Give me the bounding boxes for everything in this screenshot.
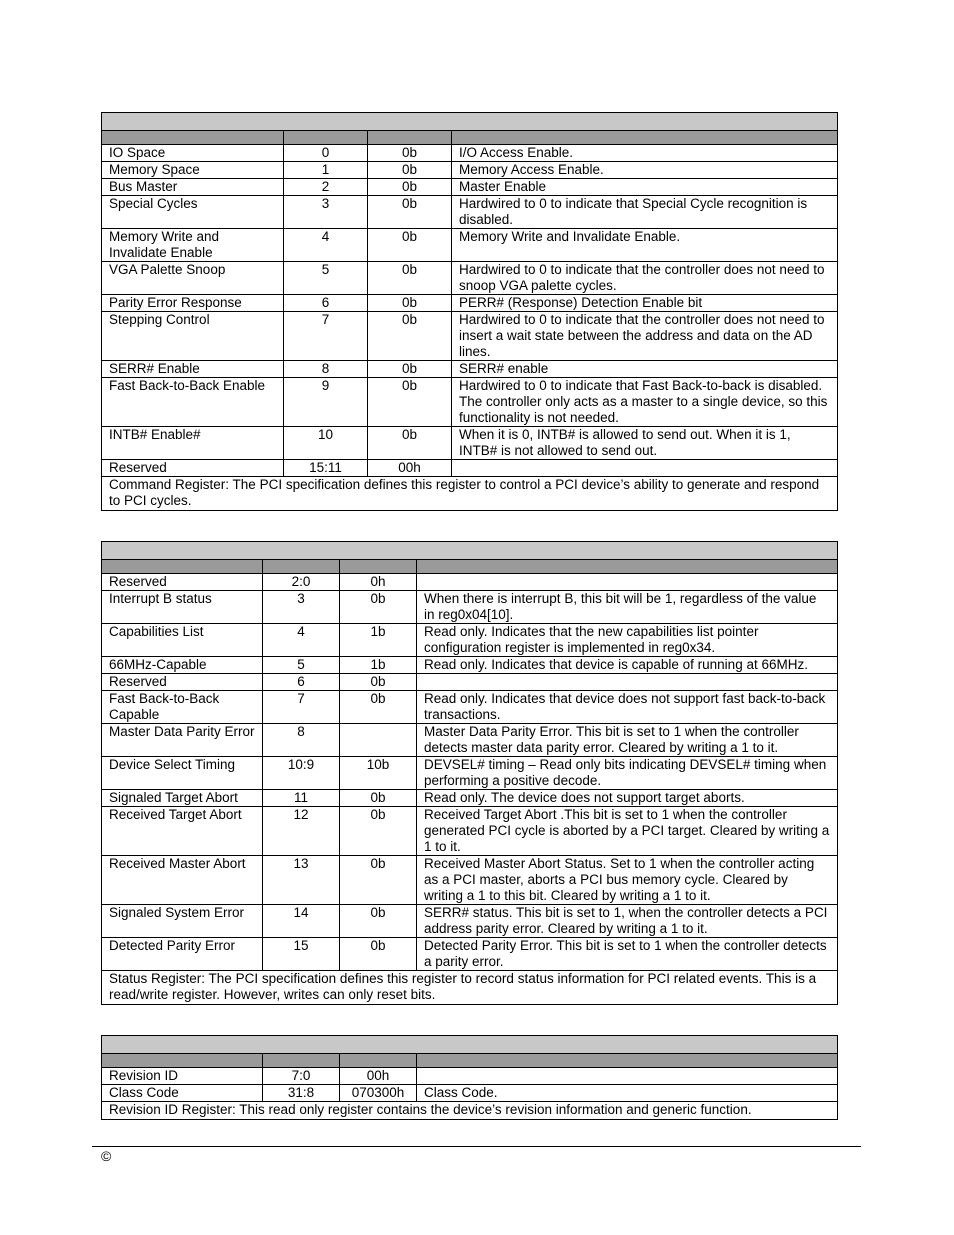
- default-value-cell: 0b: [340, 691, 417, 724]
- field-name-cell: Signaled Target Abort: [102, 790, 263, 807]
- field-name-cell: Fast Back-to-Back Capable: [102, 691, 263, 724]
- table-note: Status Register: The PCI specification defines this register to record status information for PCI related events. This is a read/write register. However, writes can only reset bits.: [102, 971, 838, 1005]
- table-row: [102, 938, 838, 971]
- description-cell: Hardwired to 0 to indicate that the controller does not need to snoop VGA palette cycles.: [452, 262, 838, 295]
- bit-cell: 9: [284, 378, 368, 427]
- description-cell: Memory Access Enable.: [452, 162, 838, 179]
- table-row: [102, 574, 838, 591]
- field-name-cell: Signaled System Error: [102, 905, 263, 938]
- command-register-table: [101, 112, 838, 511]
- table-header-row: [102, 1054, 838, 1068]
- field-name-cell: INTB# Enable#: [102, 427, 284, 460]
- description-cell: Master Enable: [452, 179, 838, 196]
- bit-cell: 13: [263, 856, 340, 905]
- field-name-cell: Revision ID: [102, 1068, 263, 1085]
- default-value-cell: 0b: [340, 938, 417, 971]
- default-value-cell: 0b: [340, 807, 417, 856]
- bit-cell: 8: [284, 361, 368, 378]
- table-header-row: [102, 131, 838, 145]
- footer-copyright: ©: [101, 1148, 112, 1164]
- bit-cell: 7: [263, 691, 340, 724]
- table-row: [102, 856, 838, 905]
- description-cell: Hardwired to 0 to indicate that Fast Back-to-back is disabled. The controller only acts as a master to a single device, so this functionality is not needed.: [452, 378, 838, 427]
- bit-cell: 7: [284, 312, 368, 361]
- field-name-cell: 66MHz-Capable: [102, 657, 263, 674]
- field-name-cell: Fast Back-to-Back Enable: [102, 378, 284, 427]
- table-title-bar: [102, 113, 838, 131]
- bit-cell: 6: [263, 674, 340, 691]
- field-name-cell: VGA Palette Snoop: [102, 262, 284, 295]
- table-row: [102, 378, 838, 427]
- table-note: Command Register: The PCI specification defines this register to control a PCI device’s ability to generate and respond to PCI cycles.: [102, 477, 838, 511]
- field-name-cell: Memory Space: [102, 162, 284, 179]
- default-value-cell: 0b: [368, 312, 452, 361]
- table-row: [102, 295, 838, 312]
- default-value-cell: 0h: [340, 574, 417, 591]
- description-cell: Read only. The device does not support target aborts.: [417, 790, 838, 807]
- default-value-cell: 00h: [368, 460, 452, 477]
- description-cell: Memory Write and Invalidate Enable.: [452, 229, 838, 262]
- bit-cell: 15: [263, 938, 340, 971]
- field-name-cell: Special Cycles: [102, 196, 284, 229]
- table-note-row: [102, 477, 838, 511]
- field-name-cell: Reserved: [102, 574, 263, 591]
- table-row: [102, 196, 838, 229]
- table-row: [102, 724, 838, 757]
- table-row: [102, 361, 838, 378]
- footer-divider: [92, 1146, 861, 1147]
- description-cell: [417, 574, 838, 591]
- description-cell: PERR# (Response) Detection Enable bit: [452, 295, 838, 312]
- table-row: [102, 790, 838, 807]
- table-row: [102, 262, 838, 295]
- table-note-row: [102, 971, 838, 1005]
- bit-cell: 2:0: [263, 574, 340, 591]
- bit-cell: 4: [263, 624, 340, 657]
- description-cell: DEVSEL# timing – Read only bits indicating DEVSEL# timing when performing a positive decode.: [417, 757, 838, 790]
- table-row: [102, 674, 838, 691]
- table-note-row: [102, 1102, 838, 1120]
- table-row: [102, 657, 838, 674]
- field-name-cell: Capabilities List: [102, 624, 263, 657]
- field-name-cell: Device Select Timing: [102, 757, 263, 790]
- table-row: [102, 427, 838, 460]
- field-name-cell: SERR# Enable: [102, 361, 284, 378]
- table-row: [102, 905, 838, 938]
- default-value-cell: 1b: [340, 657, 417, 674]
- default-value-cell: 0b: [368, 162, 452, 179]
- default-value-cell: 0b: [340, 905, 417, 938]
- default-value-cell: 0b: [368, 295, 452, 312]
- table-row: [102, 1068, 838, 1085]
- default-value-cell: 0b: [368, 262, 452, 295]
- bit-cell: 15:11: [284, 460, 368, 477]
- description-cell: [417, 1068, 838, 1085]
- description-cell: When it is 0, INTB# is allowed to send out. When it is 1, INTB# is not allowed to send out.: [452, 427, 838, 460]
- default-value-cell: 00h: [340, 1068, 417, 1085]
- table-row: [102, 145, 838, 162]
- default-value-cell: 0b: [340, 591, 417, 624]
- bit-cell: 2: [284, 179, 368, 196]
- description-cell: Master Data Parity Error. This bit is set to 1 when the controller detects master data parity error. Cleared by writing a 1 to it.: [417, 724, 838, 757]
- table-note: Revision ID Register: This read only register contains the device’s revision information and generic function.: [102, 1102, 838, 1120]
- bit-cell: 6: [284, 295, 368, 312]
- field-name-cell: Memory Write and Invalidate Enable: [102, 229, 284, 262]
- bit-cell: 1: [284, 162, 368, 179]
- field-name-cell: Received Master Abort: [102, 856, 263, 905]
- field-name-cell: Parity Error Response: [102, 295, 284, 312]
- table-row: [102, 179, 838, 196]
- description-cell: Hardwired to 0 to indicate that Special Cycle recognition is disabled.: [452, 196, 838, 229]
- table-row: [102, 807, 838, 856]
- bit-cell: 14: [263, 905, 340, 938]
- description-cell: SERR# status. This bit is set to 1, when the controller detects a PCI address parity error. Cleared by writing a 1 to it.: [417, 905, 838, 938]
- default-value-cell: 0b: [368, 179, 452, 196]
- default-value-cell: 0b: [340, 674, 417, 691]
- default-value-cell: 070300h: [340, 1085, 417, 1102]
- default-value-cell: 0b: [340, 790, 417, 807]
- default-value-cell: 0b: [368, 145, 452, 162]
- field-name-cell: Detected Parity Error: [102, 938, 263, 971]
- default-value-cell: [340, 724, 417, 757]
- field-name-cell: Class Code: [102, 1085, 263, 1102]
- table-title-bar: [102, 542, 838, 560]
- field-name-cell: Reserved: [102, 460, 284, 477]
- table-header-row: [102, 560, 838, 574]
- default-value-cell: 10b: [340, 757, 417, 790]
- table-title-bar: [102, 1036, 838, 1054]
- field-name-cell: Received Target Abort: [102, 807, 263, 856]
- description-cell: [417, 674, 838, 691]
- bit-cell: 0: [284, 145, 368, 162]
- bit-cell: 11: [263, 790, 340, 807]
- default-value-cell: 0b: [368, 229, 452, 262]
- bit-cell: 3: [284, 196, 368, 229]
- description-cell: Class Code.: [417, 1085, 838, 1102]
- table-row: [102, 624, 838, 657]
- bit-cell: 3: [263, 591, 340, 624]
- default-value-cell: 0b: [368, 378, 452, 427]
- default-value-cell: 1b: [340, 624, 417, 657]
- bit-cell: 10: [284, 427, 368, 460]
- bit-cell: 31:8: [263, 1085, 340, 1102]
- field-name-cell: Reserved: [102, 674, 263, 691]
- table-row: [102, 1085, 838, 1102]
- description-cell: I/O Access Enable.: [452, 145, 838, 162]
- table-row: [102, 757, 838, 790]
- description-cell: Read only. Indicates that device is capable of running at 66MHz.: [417, 657, 838, 674]
- description-cell: When there is interrupt B, this bit will be 1, regardless of the value in reg0x04[10].: [417, 591, 838, 624]
- description-cell: Received Target Abort .This bit is set to 1 when the controller generated PCI cycle is aborted by a PCI target. Cleared by writing a 1 to it.: [417, 807, 838, 856]
- default-value-cell: 0b: [340, 856, 417, 905]
- table-row: [102, 691, 838, 724]
- revision-id-register-table: [101, 1035, 838, 1120]
- bit-cell: 12: [263, 807, 340, 856]
- default-value-cell: 0b: [368, 196, 452, 229]
- description-cell: Read only. Indicates that device does not support fast back-to-back transactions.: [417, 691, 838, 724]
- table-row: [102, 591, 838, 624]
- status-register-table: [101, 541, 838, 1005]
- bit-cell: 10:9: [263, 757, 340, 790]
- table-row: [102, 229, 838, 262]
- field-name-cell: Stepping Control: [102, 312, 284, 361]
- bit-cell: 8: [263, 724, 340, 757]
- bit-cell: 4: [284, 229, 368, 262]
- table-row: [102, 460, 838, 477]
- field-name-cell: IO Space: [102, 145, 284, 162]
- description-cell: Hardwired to 0 to indicate that the controller does not need to insert a wait state between the address and data on the AD lines.: [452, 312, 838, 361]
- description-cell: Detected Parity Error. This bit is set to 1 when the controller detects a parity error.: [417, 938, 838, 971]
- field-name-cell: Bus Master: [102, 179, 284, 196]
- description-cell: SERR# enable: [452, 361, 838, 378]
- field-name-cell: Interrupt B status: [102, 591, 263, 624]
- bit-cell: 5: [284, 262, 368, 295]
- description-cell: Received Master Abort Status. Set to 1 when the controller acting as a PCI master, aborts a PCI bus memory cycle. Cleared by writing a 1 to this bit. Cleared by writing a 1 to it.: [417, 856, 838, 905]
- bit-cell: 7:0: [263, 1068, 340, 1085]
- description-cell: Read only. Indicates that the new capabilities list pointer configuration register is implemented in reg0x34.: [417, 624, 838, 657]
- default-value-cell: 0b: [368, 361, 452, 378]
- table-row: [102, 312, 838, 361]
- default-value-cell: 0b: [368, 427, 452, 460]
- table-row: [102, 162, 838, 179]
- bit-cell: 5: [263, 657, 340, 674]
- field-name-cell: Master Data Parity Error: [102, 724, 263, 757]
- description-cell: [452, 460, 838, 477]
